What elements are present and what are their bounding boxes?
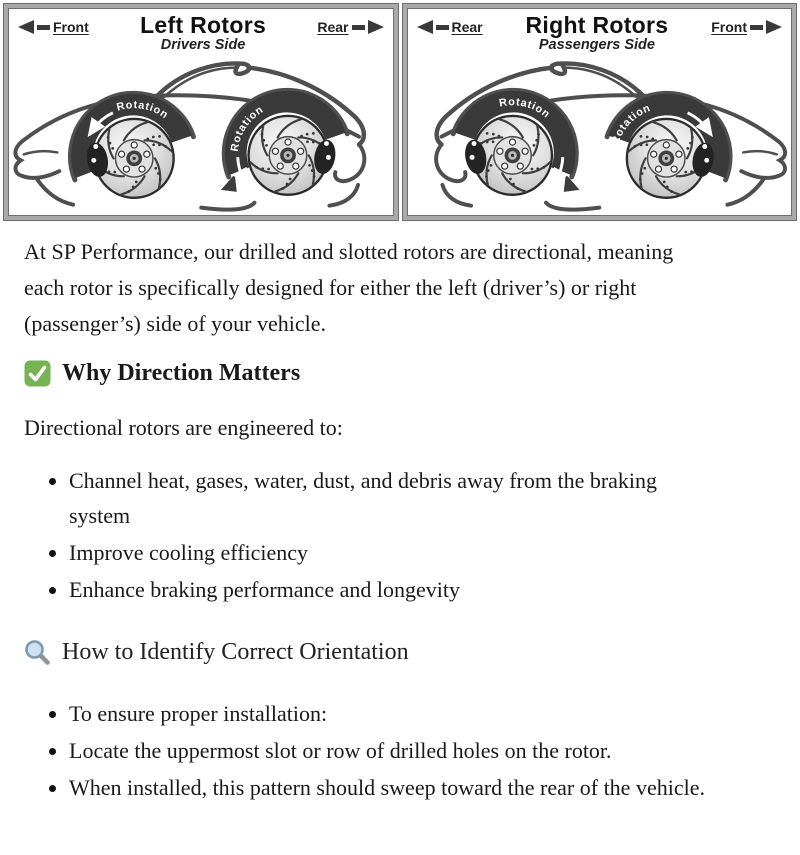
arrow-left-icon: [417, 20, 433, 34]
intro-paragraph: At SP Performance, our drilled and slotted rotors are directional, meaning each rotor is specifically designed for either the left (driver’s) or right (passenger’s) side of your vehicle.: [24, 239, 674, 336]
rear-label: Rear: [451, 19, 483, 35]
list-item: • Channel heat, gases, water, dust, and debris away from the braking system: [69, 463, 706, 533]
car-silhouette-mirrored: [436, 63, 785, 209]
rotation-label: Rotation: [228, 103, 266, 153]
rotor-direction-diagram: [0, 0, 800, 220]
car-silhouette: [15, 63, 364, 209]
rear-direction-indicator: [417, 19, 483, 35]
list-item: • Improve cooling efficiency: [69, 535, 706, 570]
front-direction-indicator: [711, 19, 782, 35]
panel-subtitle: Drivers Side: [160, 37, 246, 54]
left-rotors-panel: [4, 4, 398, 220]
panel-subtitle: Passengers Side: [538, 37, 655, 54]
how-to-identify-heading: [24, 639, 706, 666]
rear-direction-indicator: [317, 19, 383, 35]
section-title: How to Identify Correct Orientation: [62, 639, 409, 665]
front-direction-indicator: [18, 19, 89, 35]
right-panel-header: [407, 8, 793, 53]
right-rotors-panel: [403, 4, 797, 220]
arrow-tail: [352, 25, 365, 30]
list-item: • To ensure proper installation:: [69, 696, 706, 731]
front-label: Front: [711, 19, 747, 35]
rear-label: Rear: [317, 19, 349, 35]
list-item: • Enhance braking performance and longevity: [69, 572, 706, 607]
panel-title: Right Rotors: [525, 12, 669, 38]
arrow-right-icon: [766, 20, 782, 34]
rotation-label: Rotation: [608, 101, 652, 147]
arrow-tail: [37, 25, 50, 30]
rotation-label: Rotation: [115, 99, 171, 122]
rotation-label: Rotation: [497, 96, 552, 121]
list-item: • Locate the uppermost slot or row of drilled holes on the rotor.: [69, 733, 706, 768]
why-direction-matters-heading: [24, 360, 706, 387]
why-lead-text: Directional rotors are engineered to:: [24, 415, 343, 440]
front-label: Front: [53, 19, 89, 35]
magnifying-glass-icon: [24, 639, 51, 666]
check-mark-icon: [24, 360, 51, 387]
arrow-tail: [436, 25, 449, 30]
arrow-right-icon: [368, 20, 384, 34]
article: [0, 220, 742, 855]
arrow-left-icon: [18, 20, 34, 34]
why-bullet-list: [24, 463, 706, 607]
arrow-tail: [750, 25, 763, 30]
panel-title: Left Rotors: [140, 12, 267, 38]
section-title: Why Direction Matters: [62, 360, 301, 386]
list-item: • When installed, this pattern should sweep toward the rear of the vehicle.: [69, 770, 706, 805]
left-panel-header: [8, 8, 394, 53]
how-bullet-list: [24, 696, 706, 805]
